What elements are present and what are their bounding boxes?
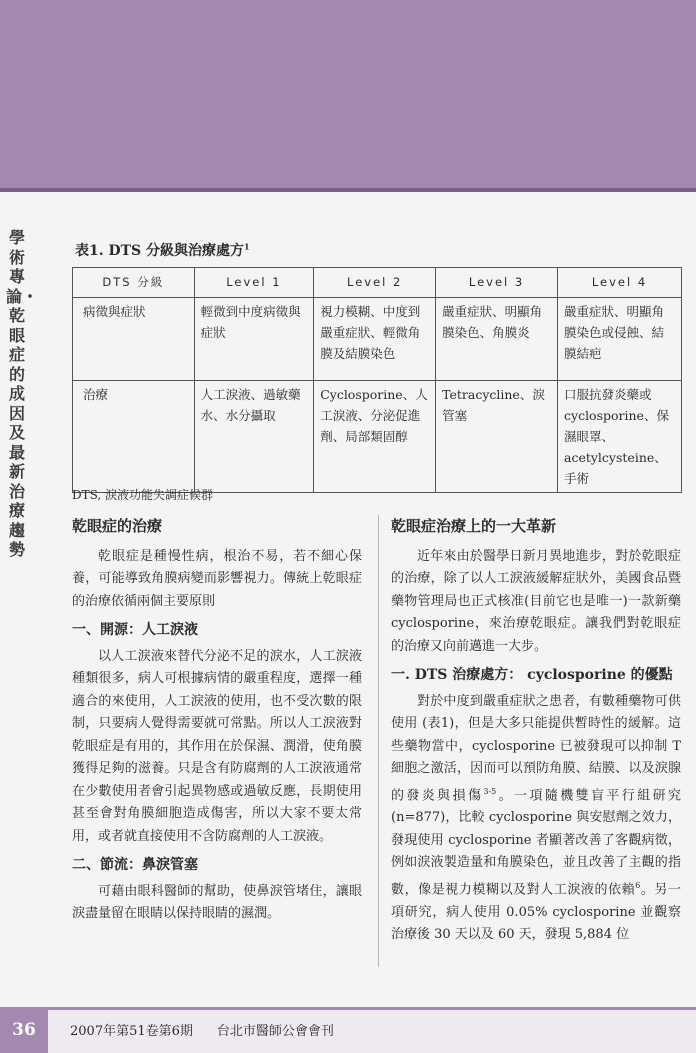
left-column — [72, 515, 362, 932]
paragraph: 乾眼症是種慢性病，根治不易，若不細心保養，可能導致角膜病變而影響視力。傳統上乾眼症的治療依循兩個主要原則 — [72, 548, 362, 609]
section-heading: 乾眼症治療上的一大革新 — [391, 517, 557, 535]
table-row-label: 治療 — [73, 381, 195, 493]
table-cell: Cyclosporine、人工淚液、分泌促進劑、局部類固醇 — [314, 381, 436, 493]
subsection-heading: 一. DTS 治療處方： cyclosporine 的優點 — [391, 667, 673, 683]
dts-table — [72, 267, 682, 493]
table-cell: 口服抗發炎藥或cyclosporine、保濕眼罩、acetylcysteine、手術 — [558, 381, 682, 493]
table-cell: 人工淚液、過敏藥水、水分攝取 — [194, 381, 314, 493]
page-footer — [0, 1010, 696, 1053]
table-header-cell: Level 1 — [194, 268, 314, 298]
table-cell: 輕微到中度病徵與症狀 — [194, 298, 314, 381]
table-header-cell: Level 3 — [436, 268, 558, 298]
table-row-label: 病徵與症狀 — [73, 298, 195, 381]
journal-issue: 2007年第51卷第6期 — [70, 1024, 193, 1039]
side-section-title: 學術專論・乾眼症的成因及最新治療趨勢 — [6, 228, 39, 559]
journal-name: 台北市醫師公會會刊 — [216, 1024, 334, 1039]
table-footnote: DTS, 淚液功能失調症候群 — [72, 488, 214, 502]
page-number: 36 — [0, 1010, 48, 1053]
table-cell: 視力模糊、中度到嚴重症狀、輕微角膜及結膜染色 — [314, 298, 436, 381]
paragraph-text: 。一項隨機雙盲平行組研究 (n=877)，比較 cyclosporine 與安慰劑之效力，發現使用 cyclosporine 者顯著改善了客觀病徵，例如淚液製造量和角膜染色，並且改善了主觀的指數，像是視力模糊以及對人工淚液的依賴 — [391, 787, 681, 898]
table-header-cell: Level 2 — [314, 268, 436, 298]
table-row — [73, 298, 682, 381]
paragraph — [391, 691, 681, 947]
journal-info — [70, 1020, 334, 1039]
citation-ref: 3-5 — [483, 786, 497, 796]
column-divider — [378, 515, 379, 967]
table-caption-text: 表1. DTS 分級與治療處方 — [75, 243, 245, 259]
table-header-cell: Level 4 — [558, 268, 682, 298]
table-row — [73, 381, 682, 493]
table-header-cell: DTS 分級 — [73, 268, 195, 298]
header-band-edge — [0, 188, 696, 192]
paragraph: 近年來由於醫學日新月異地進步，對於乾眼症的治療，除了以人工淚液緩解症狀外，美國食品暨藥物管理局也正式核准(目前它也是唯一)一款新藥cyclosporine，來治療乾眼症。讓我們對乾眼症的治療又向前邁進一大步。 — [391, 548, 681, 654]
section-heading: 乾眼症的治療 — [72, 517, 163, 535]
header-band — [0, 0, 696, 190]
paragraph-text: 對於中度到嚴重症狀之患者，有數種藥物可供使用 (表1)，但是大多只能提供暫時性的緩解。這些藥物當中，cyclosporine 已被發現可以抑制 T 細胞之激活，因而可以預防角膜、結膜、以及淚腺的發炎與損傷 — [391, 693, 681, 803]
paragraph: 以人工淚液來替代分泌不足的淚水，人工淚液種類很多，病人可根據病情的嚴重程度，選擇一種適合的來使用，人工淚液的使用，也不受次數的限制，只要病人覺得需要就可常點。所以人工淚液對乾眼症是有用的，其作用在於保濕、潤滑，使角膜獲得足夠的滋養。只是含有防腐劑的人工淚液通常在少數使用者會引起異物感或過敏反應，長期使用甚至會對角膜細胞造成傷害，所以大家不要太常用，或者就直接使用不含防腐劑的人工淚液。 — [72, 648, 362, 844]
table-cell: 嚴重症狀、明顯角膜染色或侵蝕、結膜結疤 — [558, 298, 682, 381]
right-column — [391, 515, 681, 953]
table-header-row — [73, 268, 682, 298]
subsection-heading: 二、節流：鼻淚管塞 — [72, 857, 198, 873]
paragraph: 可藉由眼科醫師的幫助，使鼻淚管堵住，讓眼淚盡量留在眼睛以保持眼睛的濕潤。 — [72, 883, 362, 921]
table-caption — [75, 240, 250, 260]
table-cell: 嚴重症狀、明顯角膜染色、角膜炎 — [436, 298, 558, 381]
paragraph-text: 。另一項研究，病人使用 0.05% cyclosporine 並觀察治療後 30 天以及 60 天，發現 5,884 位 — [391, 882, 681, 943]
table-cell: Tetracycline、淚管塞 — [436, 381, 558, 493]
citation-ref: 6 — [635, 880, 641, 890]
subsection-heading: 一、開源：人工淚液 — [72, 622, 198, 638]
table-caption-ref: 1 — [244, 241, 250, 252]
